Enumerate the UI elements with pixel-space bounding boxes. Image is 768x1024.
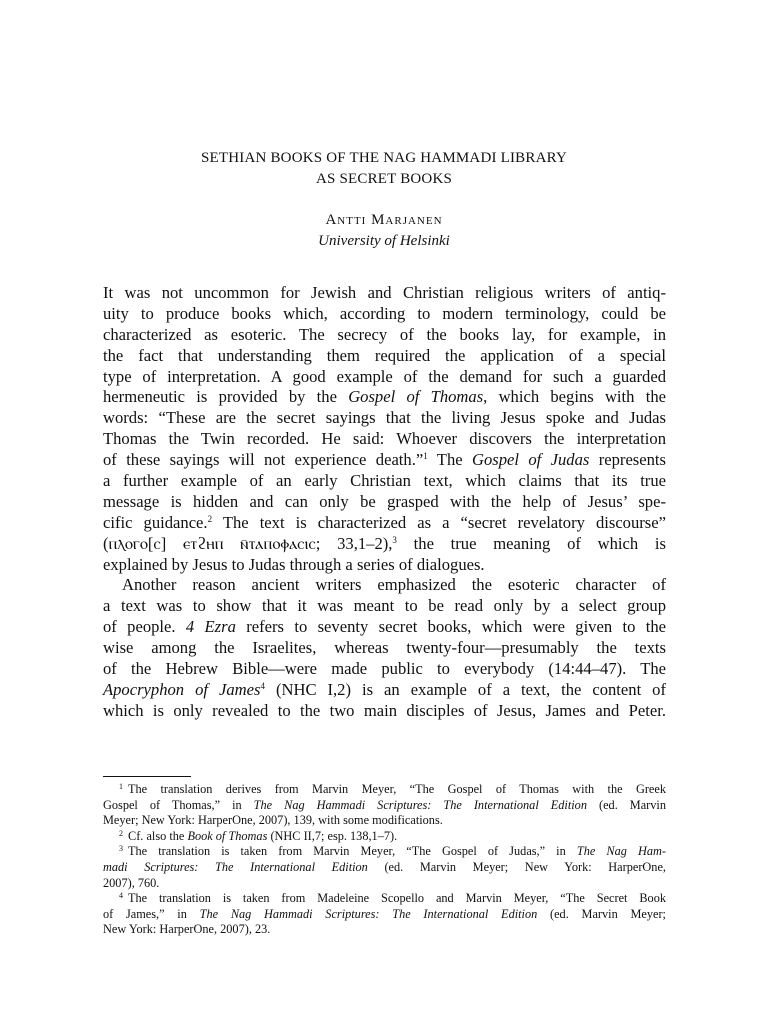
footnote-line: Meyer; New York: HarperOne, 2007), 139, with some modifications. xyxy=(103,813,443,828)
text-line: of the Hebrew Bible—were made public to everybody (14:44–47). The xyxy=(103,659,666,679)
text-line: uity to produce books which, according to modern terminology, could be xyxy=(103,303,666,323)
work-title: Apocryphon of James xyxy=(103,679,261,699)
text-line: words: “These are the secret sayings that the living Jesus spoke and Judas xyxy=(103,408,666,428)
footnote-number: 4 xyxy=(119,891,123,901)
text-line: of these sayings will not experience death.”$^1$ The Gospel of Judas represents xyxy=(103,450,666,470)
author-name: Antti Marjanen xyxy=(325,212,443,228)
text-line: characterized as esoteric. The secrecy of the books lay, for example, in xyxy=(103,324,666,344)
footnote-ref-1[interactable]: 1 xyxy=(423,451,428,462)
text-line: cific guidance.$^2$ The text is characterized as a “secret revelatory discourse” xyxy=(103,512,666,532)
footnote-number: 2 xyxy=(119,828,123,838)
article-title-line-1: SETHIAN BOOKS OF THE NAG HAMMADI LIBRARY xyxy=(200,150,568,166)
footnote-1: $^1$ The translation derives from Marvin Meyer, “The Gospel of Thomas with the Greek xyxy=(119,782,666,796)
footnote-line: of James,” in The Nag Hammadi Scriptures: The International Edition (ed. Marvin Meyer; xyxy=(103,906,666,921)
footnote-divider xyxy=(103,776,191,777)
text-line: message is hidden and can only be grasped with the help of Jesus’ spe- xyxy=(103,491,666,511)
footnote-line: madi Scriptures: The International Edition (ed. Marvin Meyer; New York: HarperOne, xyxy=(103,859,666,874)
text-line: Another reason ancient writers emphasized the esoteric character of xyxy=(122,575,666,595)
footnote-number: 3 xyxy=(119,844,123,854)
footnote-line: New York: HarperOne, 2007), 23. xyxy=(103,922,271,937)
text-line: hermeneutic is provided by the Gospel of Thomas, which begins with the xyxy=(103,387,666,407)
text-line: Apocryphon of James$^4$ (NHC I,2) is an example of a text, the content of xyxy=(103,679,666,699)
text-line: of people. 4 Ezra refers to seventy secret books, which were given to the xyxy=(103,617,667,637)
author-affiliation: University of Helsinki xyxy=(318,233,450,249)
article-title-line-2: AS SECRET BOOKS xyxy=(315,171,453,187)
text-line: Thomas the Twin recorded. He said: Whoever discovers the interpretation xyxy=(103,429,666,449)
work-title: Gospel of Thomas xyxy=(348,387,484,407)
text-line: a further example of an early Christian text, which claims that its true xyxy=(103,471,666,491)
text-line: wise among the Israelites, whereas twenty-four—presumably the texts xyxy=(103,638,666,658)
text-line: type of interpretation. A good example of the demand for such a guarded xyxy=(103,366,666,386)
footnote-ref-4[interactable]: 4 xyxy=(260,680,265,691)
footnote-line: 2007), 760. xyxy=(103,875,160,890)
footnote-number: 1 xyxy=(119,782,123,791)
work-title: 4 Ezra xyxy=(185,617,236,637)
footnote-line: Gospel of Thomas,” in The Nag Hammadi Scriptures: The International Edition (ed. Marvin xyxy=(103,797,666,812)
text-line: (ⲡⲗⲟⲅⲟ[ⲥ] ⲉⲧϩⲏⲡ ⲛ̄ⲧⲁⲡⲟⲫⲁⲥⲓⲥ; 33,1–2),$^3$ the true meaning of which is xyxy=(103,533,666,553)
footnote-3: $^3$ The translation is taken from Marvin Meyer, “The Gospel of Judas,” in The Nag Ham- xyxy=(119,844,666,859)
text-line: the fact that understanding them required the application of a special xyxy=(103,345,666,365)
footnote-ref-2[interactable]: 2 xyxy=(207,513,213,524)
body-text xyxy=(103,283,666,722)
footnote-ref-3[interactable]: 3 xyxy=(392,534,397,545)
text-line: a text was to show that it was meant to be read only by a select group xyxy=(103,596,666,616)
text-line: explained by Jesus to Judas through a series of dialogues. xyxy=(103,554,485,574)
footnote-4: $^4$ The translation is taken from Madeleine Scopello and Marvin Meyer, “The Secret Book xyxy=(119,891,666,906)
coptic-quotation: (ⲡⲗⲟⲅⲟ[ⲥ] ⲉⲧϩⲏⲡ ⲛ̄ⲧⲁⲡⲟⲫⲁⲥⲓⲥ; 33,1–2), xyxy=(103,533,393,553)
footnotes xyxy=(103,782,666,938)
footnote-2: $^2$ Cf. also the Book of Thomas (NHC II,7; esp. 138,1–7). xyxy=(119,828,398,843)
text-line: It was not uncommon for Jewish and Christian religious writers of antiq- xyxy=(103,283,666,302)
work-title: Gospel of Judas xyxy=(471,450,590,470)
text-line: which is only revealed to the two main disciples of Jesus, James and Peter. xyxy=(103,700,666,720)
